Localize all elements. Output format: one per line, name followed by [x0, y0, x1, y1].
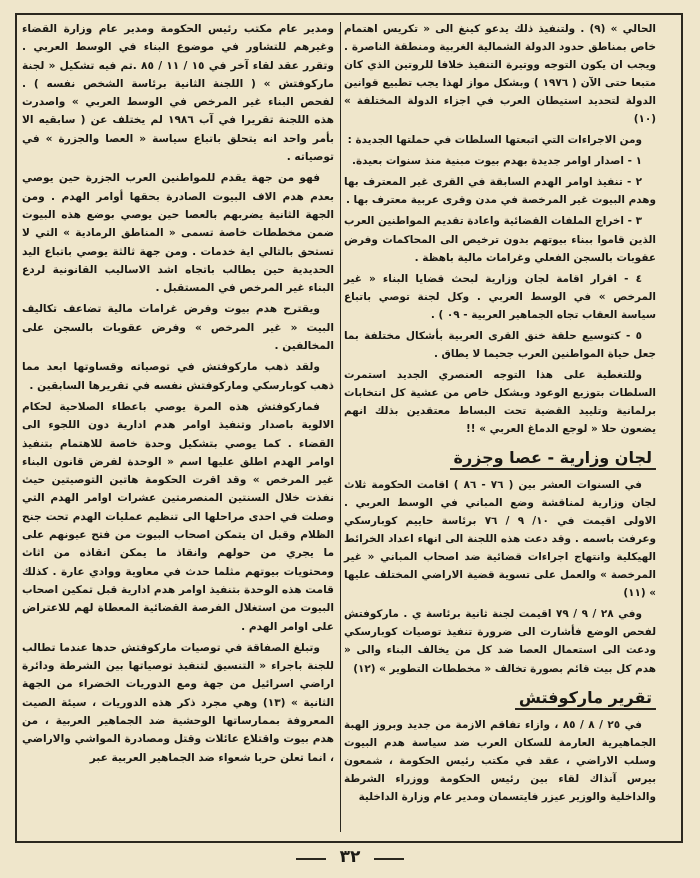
paragraph: فماركوفتش هذه المرة يوصي باعطاء الصلاحية لحكام الالوية باصدار وتنفيذ اوامر هدم ادارية دون اللجوء الى القضاء . كما يوصي بتشكيل وحدة خاصة للاهتمام بتنفيذ اوامر الهدم اطلق عليها اسم « الوحدة لفرض قانون البناء غير المرخص » وقد اقرت الحكومة هاتين التوصيتين حيث نفذت خلال السنتين المنصرمتين عشرات اوامر الهدم التي وصلت في احدى مراحلها الى تنظيم عمليات الهدم تحت جنح الظلام وقبل ان يتمكن اصحاب البيوت من فتح عيونهم على ما يجري من حولهم وانقاذ ما يمكن انقاذه من اثاث ومحتويات بيوتهم مثلما حدث في معاوية ووادي عارة . كذلك قامت هذه الوحدة بتنفيذ اوامر هدم ادارية قبل تمكين اصحاب البيوت من استغلال الفرصة القضائية المعطاة لهم للاعتراض على اوامر الهدم . — [22, 400, 334, 633]
paragraph: وللتغطية على هذا التوجه العنصري الجديد استمرت السلطات بتوزيع الوعود وبشكل خاص من عشية كل انتخابات برلمانية وتلييد القضية تحت البساط معتقدين بذلك انهم يضعون حلا « لوجع الدماغ العربي » !! — [344, 368, 656, 435]
list-item: ٥ - كتوسيع حلقة خنق القرى العربية بأشكال مختلفة بما جعل حياة المواطنين العرب جحيما لا يطاق . — [344, 329, 656, 360]
section-heading-text: لجان وزارية - عصا وجزرة — [450, 448, 656, 470]
column-divider — [340, 22, 341, 832]
paragraph: ومدير عام مكتب رئيس الحكومة ومدير عام وزارة القضاء وغيرهم للتشاور في موضوع البناء في الوسط العربي . وتقرر عقد لقاء آخر في ١٥ / ١١ / ٨٥ .تم فيه تشكيل « لجنة ماركوفتش » ( اللجنة الثانية برئاسة الشخص نفسه ) . لفحص البناء غير المرخص في الوسط العربي » واصدرت هذه اللجنة تقريرا في آب ١٩٨٦ لم يختلف عن ( سابقيه الا بأمر واحد انه يتحلق باتباع سياسة « العصا والجزرة » في توصياته . — [22, 23, 334, 164]
section-heading-text: تقرير ماركوفتش — [515, 688, 656, 710]
page-number: ٣٢ — [328, 847, 372, 867]
right-column — [344, 20, 656, 809]
list-item: ٤ - اقرار اقامة لجان وزارية لبحث قضايا البناء « غير المرخص » في الوسط العربي . وكل لجنة توصي باتباع سياسة العقاب تجاه الجماهير العربية - ٠٩ ) . — [344, 272, 656, 321]
paragraph: وتبلغ الصفاقة في توصيات ماركوفتش حدها عندما تطالب للجنة باجراء « التنسيق لتنفيذ توصياتها بين الشرطة ودائرة اراضي اسرائيل من جهة ومع الدوريات الخضراء من الجهة الثانية » (١٣) وهي مجرد ذكر هذه الدوريات ، سيئة الصيت المعروفة بممارساتها الوحشية ضد الجماهير العربية ، من هدم بيوت واقتلاع عائلات وقتل ومصادرة المواشي والاراضي ، انما تعلن حربا شعواء ضد الجماهير العربية عبر — [22, 641, 334, 764]
paragraph: في السنوات العشر بين ( ٧٦ - ٨٦ ) اقامت الحكومة ثلاث لجان وزارية لمناقشة وضع المباني في الوسط العربي . الاولى اقيمت في ١٠/ ٩ / ٧٦ برئاسة حاييم كوبارسكي وعرفت باسمه . وقد دعت هذه اللجنة الى انهاء اعداد الخرائط الهيكلية وانتهاج اجراءات قضائية ضد اصحاب المباني « غير المرخصة » والعمل على تسوية قضية الاراضي المختلف عليها » (١١) — [344, 479, 656, 600]
list-item: ١ - اصدار اوامر جديدة بهدم بيوت مبنية منذ سنوات بعيدة. — [352, 155, 642, 168]
paragraph: ويقترح هدم بيوت وفرض غرامات مالية تضاعف تكاليف البيت « غير المرخص » وفرض عقوبات بالسجن على المخالفين . — [22, 303, 334, 353]
left-column — [22, 20, 334, 770]
paragraph: في ٢٥ / ٨ / ٨٥ ، وازاء تفاقم الازمة من جديد وبروز الهبة الجماهيرية العارمة للسكان العرب ضد سياسة هدم البيوت وسلب الاراضي ، عقد في مكتب رئيس الحكومة ، شمعون بيرس آنذاك لقاء بين رئيس الحكومة ووزراء الشرطة والداخلية والوزير عيزر فايتسمان ومدير عام وزارة الداخلية — [344, 718, 656, 803]
paragraph: ولقد ذهب ماركوفتش في توصياته وقساوتها ابعد مما ذهب كوبارسكي وماركوفتش نفسه في تقريرها السابقين . — [22, 361, 334, 392]
paragraph: وفي ٢٨ / ٩ / ٧٩ اقيمت لجنة ثانية برئاسة ي . ماركوفتش لفحص الوضع فأشارت الى ضرورة تنفيذ توصيات كوبارسكي ودعت الى استعمال العصا ضد كل من يخالف البناء والى « هدم كل بيت قائم بصورة تخالف « مخططات التطوير » (١٢) — [344, 608, 656, 675]
paragraph: ومن الاجراءات التي اتبعتها السلطات في حملتها الجديدة : — [347, 134, 642, 147]
paragraph: فهو من جهة يقدم للمواطنين العرب الجزرة حين يوصي بعدم هدم الاف البيوت الصادرة بحقها أوامر الهدم . ومن الجهة الثانية يضربهم بالعصا حين يوصي بوضع هذه البيوت ضمن مخططات خاصة تسمى « المناطق الرمادية » التي لا تستحق بالتالي اية خدمات . ومن جهة ثالثة يوصي باتباع اليد الحديدية حين يطالب باتجاه اشد الاساليب القانونية لردع البناء غير المرخص في المستقبل . — [22, 172, 334, 295]
paragraph: الحالي » (٩) . ولتنفيذ ذلك يدعو كينغ الى « تكريس اهتمام خاص بمناطق حدود الدولة الشمالية الغربية ومنطقة الناصرة . ويجب ان يكون التوجه ووتيرة التنفيذ خلافا للروتين الذي كان متبعا حتى الآن ( ١٩٧٦ ) وبشكل مواز لهذا يجب تطبيع قوانين الدولة لتحديد استيطان العرب في اجزاء الدولة المختلفة » (١٠) — [344, 23, 657, 126]
list-item: ٢ - تنفيذ اوامر الهدم السابقة في القرى غير المعترف بها وهدم البيوت غير المرخصة في مدن وقرى عربية معترف بها . — [344, 176, 656, 207]
section-heading — [344, 686, 656, 710]
section-heading — [344, 446, 656, 470]
list-item: ٣ - اخراج الملفات القضائية واعادة تقديم المواطنين العرب الذين قاموا ببناء بيوتهم بدون ترخيص الى المحاكمات وفرض عقوبات بالسجن الفعلي وغرامات مالية باهظة . — [344, 215, 656, 264]
